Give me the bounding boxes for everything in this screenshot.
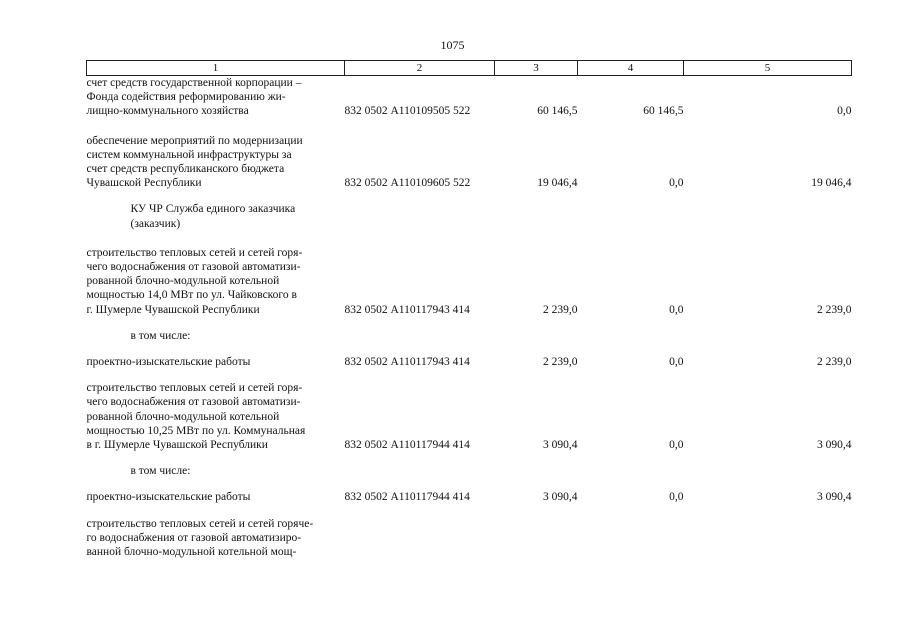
row-budget-code: 832 0502 А110117944 414 — [344, 491, 470, 504]
page-number: 1075 — [440, 38, 465, 52]
row-value-col3: 2 239,0 — [543, 356, 578, 369]
row-value-col3 — [495, 517, 578, 560]
row-description — [87, 381, 345, 452]
row-value-col3: 3 090,4 — [543, 491, 578, 504]
description-line: чего водоснабжения от газовой автоматизи- — [86, 261, 301, 274]
row-value-col3: 3 090,4 — [543, 439, 578, 452]
row-value-col3: 19 046,4 — [537, 177, 578, 190]
row-budget-code: 832 0502 А110109605 522 — [344, 177, 471, 190]
table-row — [87, 76, 852, 119]
row-spacer-cell — [87, 452, 852, 464]
description-line: Фонда содействия реформированию жи- — [86, 91, 286, 104]
row-value-col5 — [684, 464, 852, 478]
table-row — [87, 381, 852, 452]
description-line: (заказчик) — [130, 217, 181, 230]
row-value-col5 — [684, 329, 852, 343]
table-row — [87, 329, 852, 343]
row-value-col4: 0,0 — [669, 491, 684, 504]
column-header-3: 3 — [495, 61, 578, 76]
column-header-4: 4 — [578, 61, 684, 76]
row-spacer-cell — [87, 317, 852, 329]
description-line: чего водоснабжения от газовой автоматизи- — [86, 396, 301, 409]
row-value-col4 — [578, 517, 684, 560]
row-spacer — [87, 119, 852, 134]
row-budget-code — [345, 329, 495, 343]
row-description — [87, 490, 345, 504]
description-line: рованной блочно-модульной котельной — [86, 275, 280, 288]
table-body — [87, 76, 852, 560]
row-spacer-cell — [87, 369, 852, 381]
row-budget-code: 832 0502 А110117943 414 — [344, 303, 470, 316]
row-value-col5: 0,0 — [837, 105, 852, 118]
row-value-col5: 19 046,4 — [811, 177, 852, 190]
table-row — [87, 355, 852, 369]
row-description — [87, 246, 345, 317]
row-value-col4: 0,0 — [669, 177, 684, 190]
column-header-5: 5 — [684, 61, 852, 76]
row-budget-code: 832 0502 А110117944 414 — [344, 439, 470, 452]
row-budget-code: 832 0502 А110117943 414 — [344, 356, 470, 369]
row-description — [87, 202, 345, 230]
row-value-col3 — [495, 202, 578, 230]
row-description — [87, 517, 345, 560]
table-row — [87, 464, 852, 478]
description-line: КУ ЧР Служба единого заказчика — [130, 203, 296, 216]
table-row — [87, 490, 852, 504]
row-spacer-cell — [87, 343, 852, 355]
row-spacer — [87, 231, 852, 246]
description-line: счет средств государственной корпорации – — [86, 77, 302, 89]
row-spacer — [87, 478, 852, 490]
row-spacer — [87, 505, 852, 517]
description-line: мощностью 14,0 МВт по ул. Чайковского в — [86, 289, 297, 302]
row-value-col3: 2 239,0 — [543, 303, 578, 316]
table-row — [87, 134, 852, 191]
description-line: проектно-изыскательские работы — [86, 356, 251, 369]
row-spacer — [87, 369, 852, 381]
description-line: ванной блочно-модульной котельной мощ- — [86, 546, 297, 559]
row-value-col4 — [578, 464, 684, 478]
row-value-col4 — [578, 202, 684, 230]
row-spacer-cell — [87, 505, 852, 517]
description-line: мощностью 10,25 МВт по ул. Коммунальная — [86, 424, 306, 437]
description-line: го водоснабжения от газовой автоматизиро- — [86, 531, 302, 544]
row-description — [87, 329, 345, 343]
row-value-col4: 0,0 — [669, 356, 684, 369]
row-value-col5: 3 090,4 — [817, 491, 852, 504]
table-row — [87, 202, 852, 230]
description-line: лищно-коммунального хозяйства — [86, 105, 249, 118]
description-line: в г. Шумерле Чувашской Республики — [86, 439, 268, 452]
row-description — [87, 134, 345, 191]
row-spacer-cell — [87, 119, 852, 134]
description-line: строительство тепловых сетей и сетей горя- — [86, 246, 303, 259]
row-value-col4 — [578, 329, 684, 343]
row-value-col5: 3 090,4 — [817, 439, 852, 452]
table-row — [87, 246, 852, 317]
description-line: рованной блочно-модульной котельной — [86, 410, 280, 423]
description-line: в том числе: — [130, 329, 191, 342]
description-line: в том числе: — [130, 465, 191, 478]
row-value-col5 — [684, 517, 852, 560]
row-value-col5: 2 239,0 — [817, 303, 852, 316]
description-line: счет средств республиканского бюджета — [86, 163, 285, 176]
row-value-col4: 0,0 — [669, 439, 684, 452]
row-budget-code — [345, 202, 495, 230]
description-line: строительство тепловых сетей и сетей горяче- — [86, 517, 314, 530]
row-value-col5: 2 239,0 — [817, 356, 852, 369]
row-spacer-cell — [87, 231, 852, 246]
row-budget-code — [345, 517, 495, 560]
row-spacer — [87, 343, 852, 355]
row-spacer — [87, 190, 852, 202]
row-spacer — [87, 317, 852, 329]
row-description — [87, 76, 345, 119]
row-description — [87, 464, 345, 478]
column-header-2: 2 — [345, 61, 495, 76]
table-row — [87, 517, 852, 560]
row-spacer — [87, 452, 852, 464]
row-spacer-cell — [87, 190, 852, 202]
column-number-header-row — [87, 61, 852, 76]
row-budget-code: 832 0502 А110109505 522 — [344, 105, 471, 118]
row-value-col4: 0,0 — [669, 303, 684, 316]
row-value-col5 — [684, 202, 852, 230]
description-line: систем коммунальной инфраструктуры за — [86, 148, 292, 161]
row-value-col3: 60 146,5 — [537, 105, 578, 118]
row-spacer-cell — [87, 478, 852, 490]
row-value-col4: 60 146,5 — [643, 105, 684, 118]
row-budget-code — [345, 464, 495, 478]
description-line: строительство тепловых сетей и сетей горя- — [86, 382, 303, 395]
row-value-col3 — [495, 329, 578, 343]
description-line: проектно-изыскательские работы — [86, 491, 251, 504]
row-description — [87, 355, 345, 369]
description-line: Чувашской Республики — [86, 177, 202, 190]
budget-table — [86, 60, 852, 559]
row-value-col3 — [495, 464, 578, 478]
description-line: обеспечение мероприятий по модернизации — [86, 134, 303, 147]
description-line: г. Шумерле Чувашской Республики — [86, 303, 260, 316]
column-header-1: 1 — [87, 61, 345, 76]
